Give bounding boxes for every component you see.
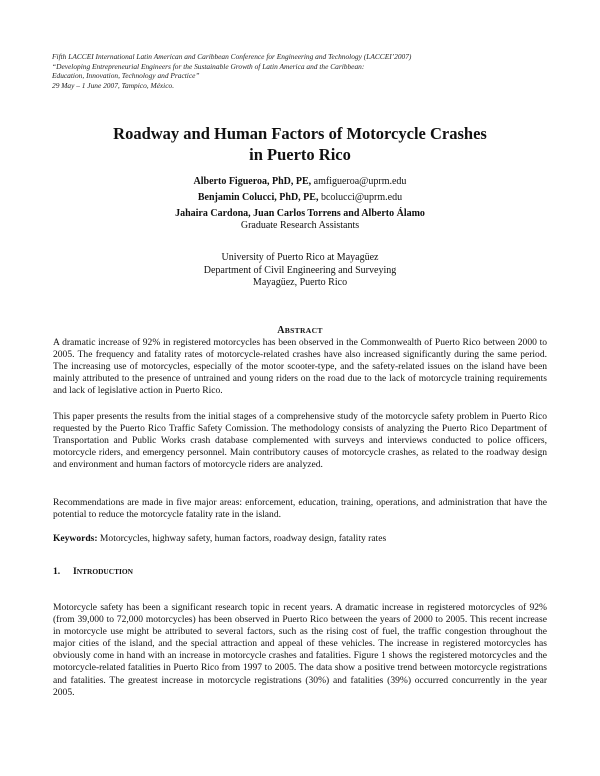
section-heading-initial: I (73, 566, 77, 577)
paper-title (50, 123, 550, 165)
author-1-name: Alberto Figueroa, PhD, PE, (193, 176, 312, 187)
title-line-1: Roadway and Human Factors of Motorcycle Crashes (113, 124, 487, 143)
author-1 (50, 174, 550, 190)
author-2-email: bcolucci@uprm.edu (320, 192, 403, 203)
author-2-name: Benjamin Colucci, PhD, PE, (197, 192, 319, 203)
keywords-label: Keywords: (53, 533, 98, 544)
author-1-email: amfigueroa@uprm.edu (313, 176, 407, 187)
abstract-paragraph-1: A dramatic increase of 92% in registered motorcycles has been observed in the Commonwealth of Puerto Rico between 2000 to 2005. The frequency and fatality rates of motorcycle-related crashes have also increased significantly during the same period. The increasing use of motorcycles, especially of the motor scooter-type, and the safety-related issues on the island have been mainly attributed to the presence of untrained and young riders on the road due to the lack of motorcycle training requirements and lack of legislative action in Puerto Rico. (53, 337, 547, 397)
keywords-line (53, 533, 547, 545)
abstract-heading-rest: BSTRACT (284, 326, 323, 335)
conference-header (52, 52, 552, 90)
author-block (50, 174, 550, 234)
section-heading-rest: NTRODUCTION (76, 567, 133, 576)
section-number: 1. (53, 566, 61, 577)
introduction-paragraph: Motorcycle safety has been a significant research topic in recent years. A dramatic increase in registered motorcycles of 92% (from 39,000 to 72,000 motorcycles) has been observed in Puerto Rico between the years of 2000 to 2005. This recent increase in motorcycle use might be attributed to several factors, such as the rising cost of fuel, the traffic congestion throughout the major cities of the island, and the special attraction and appeal of these vehicles. The increase in registered motorcycles has obviously come in hand with an increase in motorcycle crashes and fatalities. Figure 1 shows the registered motorcycles and the motorcycle-related fatalities in Puerto Rico from 1997 to 2005. The data show a positive trend between motorcycle registrations and fatalities. The greatest increase in motorcycle registrations (30%) and fatalities (39%) occurred concurrently in the year 2005. (53, 602, 547, 698)
header-line: Fifth LACCEI International Latin American and Caribbean Conference for Engineering and Technology (LACCEI’2007) (52, 52, 412, 61)
author-3-role: Graduate Research Assistants (240, 220, 360, 231)
author-3-names: Jahaira Cardona, Juan Carlos Torrens and Alberto Álamo (175, 208, 425, 219)
header-line: “Developing Entrepreneurial Engineers for the Sustainable Growth of Latin America and the Caribbean: (52, 61, 365, 71)
header-line: Education, Innovation, Technology and Practice” (52, 71, 200, 81)
title-line-2: in Puerto Rico (249, 145, 351, 164)
affiliation-block (50, 252, 550, 290)
section-heading-introduction (53, 566, 133, 577)
affiliation-line: Department of Civil Engineering and Surveying (203, 264, 397, 276)
abstract-heading-initial: A (277, 325, 285, 336)
abstract-heading (50, 325, 550, 336)
author-2 (50, 190, 550, 206)
header-line: 29 May – 1 June 2007, Tampico, México. (52, 80, 175, 90)
affiliation-line: Mayagüez, Puerto Rico (252, 277, 348, 288)
keywords-list: Motorcycles, highway safety, human factors, roadway design, fatality rates (97, 533, 387, 544)
affiliation-line: University of Puerto Rico at Mayagüez (221, 252, 379, 263)
abstract-paragraph-2: This paper presents the results from the initial stages of a comprehensive study of the motorcycle safety problem in Puerto Rico requested by the Puerto Rico Traffic Safety Comission. The methodology consists of analyzing the Puerto Rico Department of Transportation and Public Works crash database complemented with surveys and interviews conducted to police officers, motorcycle riders, and emergency personnel. Main contributory causes of motorcycle crashes, as related to the roadway design and environment and human factors of motorcycle riders are analyzed. (53, 411, 547, 471)
abstract-paragraph-3: Recommendations are made in five major areas: enforcement, education, training, operations, and administration that have the potential to reduce the motorcycle fatality rate in the island. (53, 497, 547, 521)
